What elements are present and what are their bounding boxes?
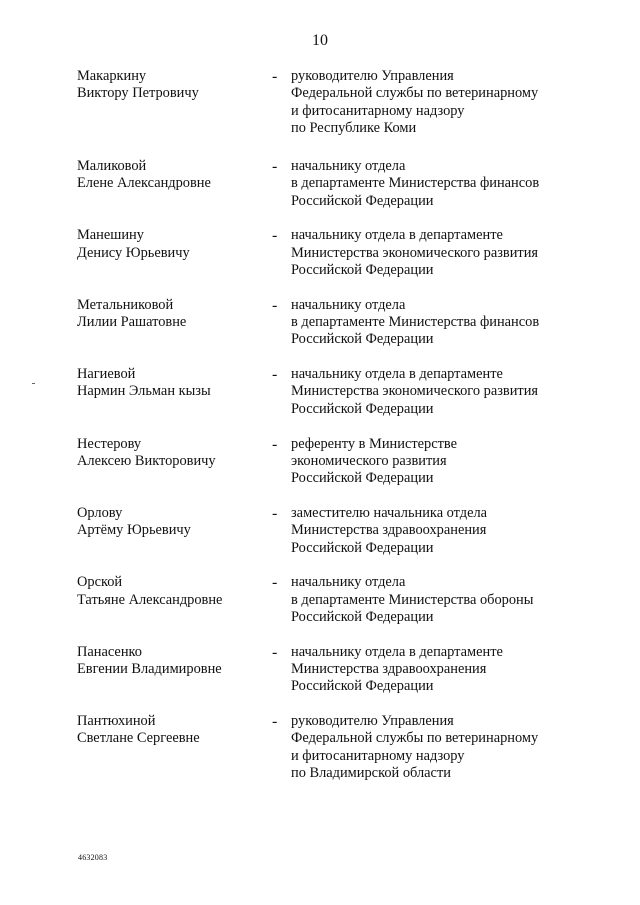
list-entry	[0, 436, 640, 505]
list-entry	[0, 227, 640, 296]
position-line: Российской Федерации	[291, 678, 434, 695]
person-name	[77, 297, 267, 332]
person-name	[77, 505, 267, 540]
separator-dash: -	[272, 158, 278, 175]
position-title	[291, 366, 631, 418]
person-name	[77, 68, 267, 103]
separator-dash: -	[272, 504, 278, 522]
list-entry	[0, 158, 640, 227]
surname: Манешину	[77, 227, 144, 244]
page-number: 10	[312, 32, 328, 49]
position-line: Федеральной службы по ветеринарному	[291, 730, 539, 747]
position-line: начальнику отдела	[291, 296, 406, 313]
person-name	[77, 574, 267, 609]
position-line: в департаменте Министерства обороны	[291, 591, 534, 608]
position-line: и фитосанитарному надзору	[291, 747, 465, 764]
given-name-patronymic: Денису Юрьевичу	[77, 244, 190, 261]
position-title	[291, 68, 631, 137]
position-line: начальнику отдела в департаменте	[291, 227, 503, 244]
position-title	[291, 227, 631, 279]
position-line: по Республике Коми	[291, 119, 417, 136]
list-entry	[0, 366, 640, 435]
list-entry	[0, 68, 640, 158]
position-line: Российской Федерации	[291, 400, 434, 417]
position-line: руководителю Управления	[291, 68, 454, 84]
appointment-list	[0, 68, 640, 803]
position-line: Министерства здравоохранения	[291, 661, 487, 678]
position-line: начальнику отдела в департаменте	[291, 643, 503, 660]
position-line: Министерства экономического развития	[291, 383, 539, 400]
surname: Метальниковой	[77, 296, 174, 313]
separator-dash: -	[272, 643, 278, 661]
surname: Орской	[77, 574, 123, 591]
position-line: Российской Федерации	[291, 192, 434, 209]
separator-dash: -	[272, 574, 278, 592]
position-line: в департаменте Министерства финансов	[291, 175, 540, 192]
separator-dash: -	[272, 227, 278, 245]
given-name-patronymic: Евгении Владимировне	[77, 661, 222, 678]
position-line: и фитосанитарному надзору	[291, 102, 465, 119]
position-title	[291, 297, 631, 349]
surname: Макаркину	[77, 68, 147, 84]
position-title	[291, 644, 631, 696]
separator-dash: -	[272, 435, 278, 453]
position-title	[291, 505, 631, 557]
position-line: в департаменте Министерства финансов	[291, 314, 540, 331]
given-name-patronymic: Елене Александровне	[77, 175, 211, 192]
list-entry	[0, 505, 640, 574]
position-line: экономического развития	[291, 452, 447, 469]
position-line: начальнику отдела	[291, 574, 406, 591]
given-name-patronymic: Светлане Сергеевне	[77, 730, 200, 747]
position-line: Министерства здравоохранения	[291, 522, 487, 539]
surname: Маликовой	[77, 158, 147, 174]
surname: Орлову	[77, 504, 123, 521]
position-title	[291, 574, 631, 626]
list-entry	[0, 713, 640, 803]
person-name	[77, 158, 267, 193]
position-line: по Владимирской области	[291, 765, 451, 782]
position-line: референту в Министерстве	[291, 435, 457, 452]
separator-dash: -	[272, 68, 278, 85]
position-line: заместителю начальника отдела	[291, 504, 488, 521]
given-name-patronymic: Лилии Рашатовне	[77, 314, 187, 331]
document-code: 4632083	[78, 853, 108, 862]
given-name-patronymic: Татьяне Александровне	[77, 591, 223, 608]
surname: Нестерову	[77, 435, 142, 452]
position-title	[291, 158, 631, 210]
surname: Пантюхиной	[77, 713, 156, 730]
separator-dash: -	[272, 366, 278, 384]
position-title	[291, 436, 631, 488]
position-line: Министерства экономического развития	[291, 244, 539, 261]
given-name-patronymic: Виктору Петровичу	[77, 85, 199, 102]
person-name	[77, 713, 267, 748]
position-line: руководителю Управления	[291, 713, 454, 730]
list-entry	[0, 644, 640, 713]
person-name	[77, 644, 267, 679]
position-line: Российской Федерации	[291, 608, 434, 625]
person-name	[77, 227, 267, 262]
position-line: Российской Федерации	[291, 470, 434, 487]
surname: Нагиевой	[77, 366, 136, 383]
position-line: начальнику отдела	[291, 158, 406, 174]
position-line: начальнику отдела в департаменте	[291, 366, 503, 383]
position-line: Российской Федерации	[291, 261, 434, 278]
list-entry	[0, 574, 640, 643]
position-line: Российской Федерации	[291, 331, 434, 348]
list-entry	[0, 297, 640, 366]
given-name-patronymic: Нармин Эльман кызы	[77, 383, 211, 400]
person-name	[77, 366, 267, 401]
given-name-patronymic: Артёму Юрьевичу	[77, 522, 191, 539]
separator-dash: -	[272, 296, 278, 314]
position-line: Федеральной службы по ветеринарному	[291, 85, 539, 102]
given-name-patronymic: Алексею Викторовичу	[77, 452, 216, 469]
person-name	[77, 436, 267, 471]
surname: Панасенко	[77, 643, 142, 660]
position-line: Российской Федерации	[291, 539, 434, 556]
separator-dash: -	[272, 713, 278, 731]
position-title	[291, 713, 631, 782]
